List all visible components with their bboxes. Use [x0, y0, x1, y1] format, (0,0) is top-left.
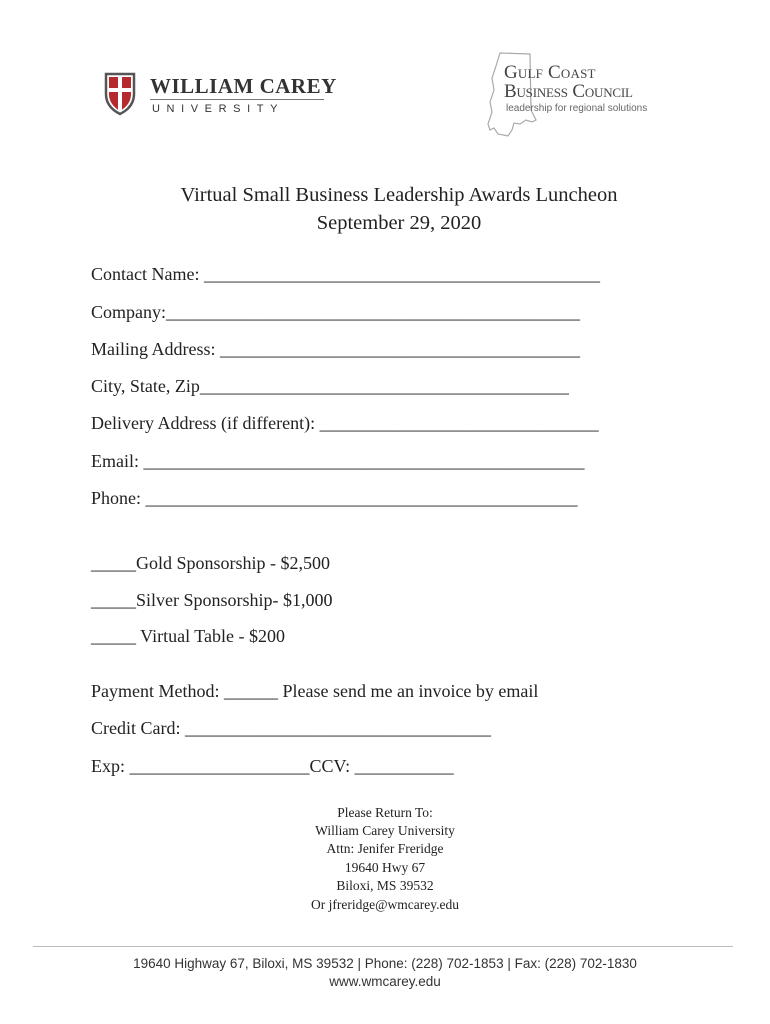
- silver-sponsorship-option[interactable]: _____Silver Sponsorship- $1,000: [91, 590, 333, 610]
- payment-method-field[interactable]: Payment Method: ______ Please send me an invoice by email: [91, 681, 539, 701]
- return-attn: Attn: Jenifer Freridge: [326, 841, 444, 856]
- city-state-zip-field[interactable]: City, State, Zip_________________________________________: [91, 376, 569, 396]
- return-org: William Carey University: [315, 823, 455, 838]
- footer-divider: [33, 946, 733, 947]
- mailing-address-field[interactable]: Mailing Address: ________________________________________: [91, 339, 580, 359]
- gold-sponsorship-option[interactable]: _____Gold Sponsorship - $2,500: [91, 553, 331, 573]
- council-name-line1: Gulf Coast: [504, 62, 596, 83]
- virtual-table-option[interactable]: _____ Virtual Table - $200: [91, 626, 285, 646]
- event-date: September 29, 2020: [316, 212, 482, 234]
- university-subtitle: UNIVERSITY: [152, 103, 285, 115]
- credit-card-field[interactable]: Credit Card: __________________________________: [91, 718, 491, 738]
- footer-contact: 19640 Highway 67, Biloxi, MS 39532 | Phone: (228) 702-1853 | Fax: (228) 702-1830: [133, 956, 637, 971]
- return-city: Biloxi, MS 39532: [336, 878, 434, 893]
- shield-icon: [104, 72, 136, 116]
- william-carey-logo: [104, 72, 337, 120]
- contact-name-field[interactable]: Contact Name: ____________________________________________: [91, 264, 600, 284]
- delivery-address-field[interactable]: Delivery Address (if different): _______________________________: [91, 413, 599, 433]
- phone-field[interactable]: Phone: ________________________________________________: [91, 488, 578, 508]
- exp-ccv-field[interactable]: Exp: ____________________CCV: ___________: [91, 756, 454, 776]
- footer-website[interactable]: www.wmcarey.edu: [329, 974, 441, 989]
- council-name-line2: Business Council: [504, 81, 633, 102]
- return-email: Or jfreridge@wmcarey.edu: [311, 897, 459, 912]
- return-street: 19640 Hwy 67: [344, 860, 426, 875]
- gulf-coast-business-council-logo: [486, 50, 686, 140]
- form-title: Virtual Small Business Leadership Awards Luncheon: [180, 184, 618, 206]
- return-heading: Please Return To:: [337, 805, 433, 820]
- company-field[interactable]: Company:______________________________________________: [91, 302, 580, 322]
- council-tagline: leadership for regional solutions: [506, 103, 648, 114]
- university-name: WILLIAM CAREY: [150, 74, 337, 98]
- logo-divider: [150, 99, 324, 100]
- email-field[interactable]: Email: _________________________________________________: [91, 451, 585, 471]
